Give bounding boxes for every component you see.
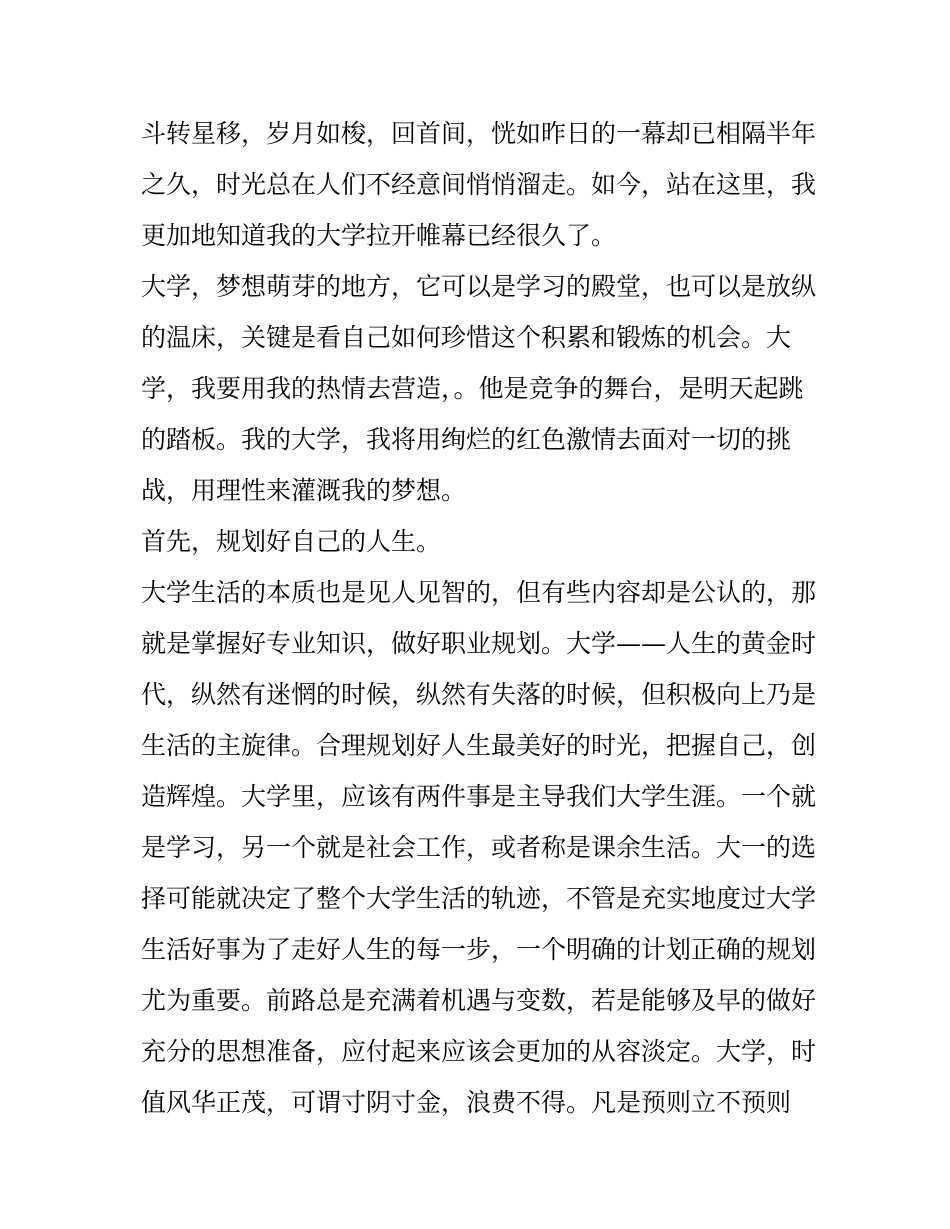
- text-line: 战，用理性来灌溉我的梦想。: [141, 476, 467, 505]
- text-line: 就是掌握好专业知识，做好职业规划。大学——人生的黄金时: [141, 629, 817, 658]
- text-line: 是学习，另一个就是社会工作，或者称是课余生活。大一的选: [141, 833, 817, 862]
- text-line: 的温床，关键是看自己如何珍惜这个积累和锻炼的机会。大: [141, 323, 792, 352]
- text-line: 充分的思想准备，应付起来应该会更加的从容淡定。大学，时: [141, 1037, 817, 1066]
- paragraph-2: [141, 261, 821, 516]
- text-line: 择可能就决定了整个大学生活的轨迹，不管是充实地度过大学: [141, 884, 817, 913]
- text-line: 斗转星移，岁月如梭，回首间，恍如昨日的一幕却已相隔半年: [141, 119, 817, 148]
- text-line: 代，纵然有迷惘的时候，纵然有失落的时候，但积极向上乃是: [141, 680, 817, 709]
- text-line: 生活的主旋律。合理规划好人生最美好的时光，把握自己，创: [141, 731, 817, 760]
- text-line: 首先，规划好自己的人生。: [141, 527, 442, 556]
- paragraph-3: [141, 516, 821, 567]
- text-line: 生活好事为了走好人生的每一步，一个明确的计划正确的规划: [141, 935, 817, 964]
- text-line: 之久，时光总在人们不经意间悄悄溜走。如今，站在这里，我: [141, 170, 817, 199]
- text-line: 大学生活的本质也是见人见智的，但有些内容却是公认的，那: [141, 578, 817, 607]
- text-line: 大学，梦想萌芽的地方，它可以是学习的殿堂，也可以是放纵: [141, 272, 817, 301]
- text-line: 尤为重要。前路总是充满着机遇与变数，若是能够及早的做好: [141, 986, 817, 1015]
- document-body: [141, 108, 821, 1128]
- text-line: 更加地知道我的大学拉开帷幕已经很久了。: [141, 221, 617, 250]
- text-line: 造辉煌。大学里，应该有两件事是主导我们大学生涯。一个就: [141, 782, 817, 811]
- paragraph-1: [141, 108, 821, 261]
- text-line: 的踏板。我的大学，我将用绚烂的红色激情去面对一切的挑: [141, 425, 792, 454]
- text-line: 学，我要用我的热情去营造，。他是竞争的舞台，是明天起跳: [141, 374, 804, 403]
- text-line: 值风华正茂，可谓寸阴寸金，浪费不得。凡是预则立不预则: [141, 1088, 792, 1117]
- paragraph-4: [141, 567, 821, 1128]
